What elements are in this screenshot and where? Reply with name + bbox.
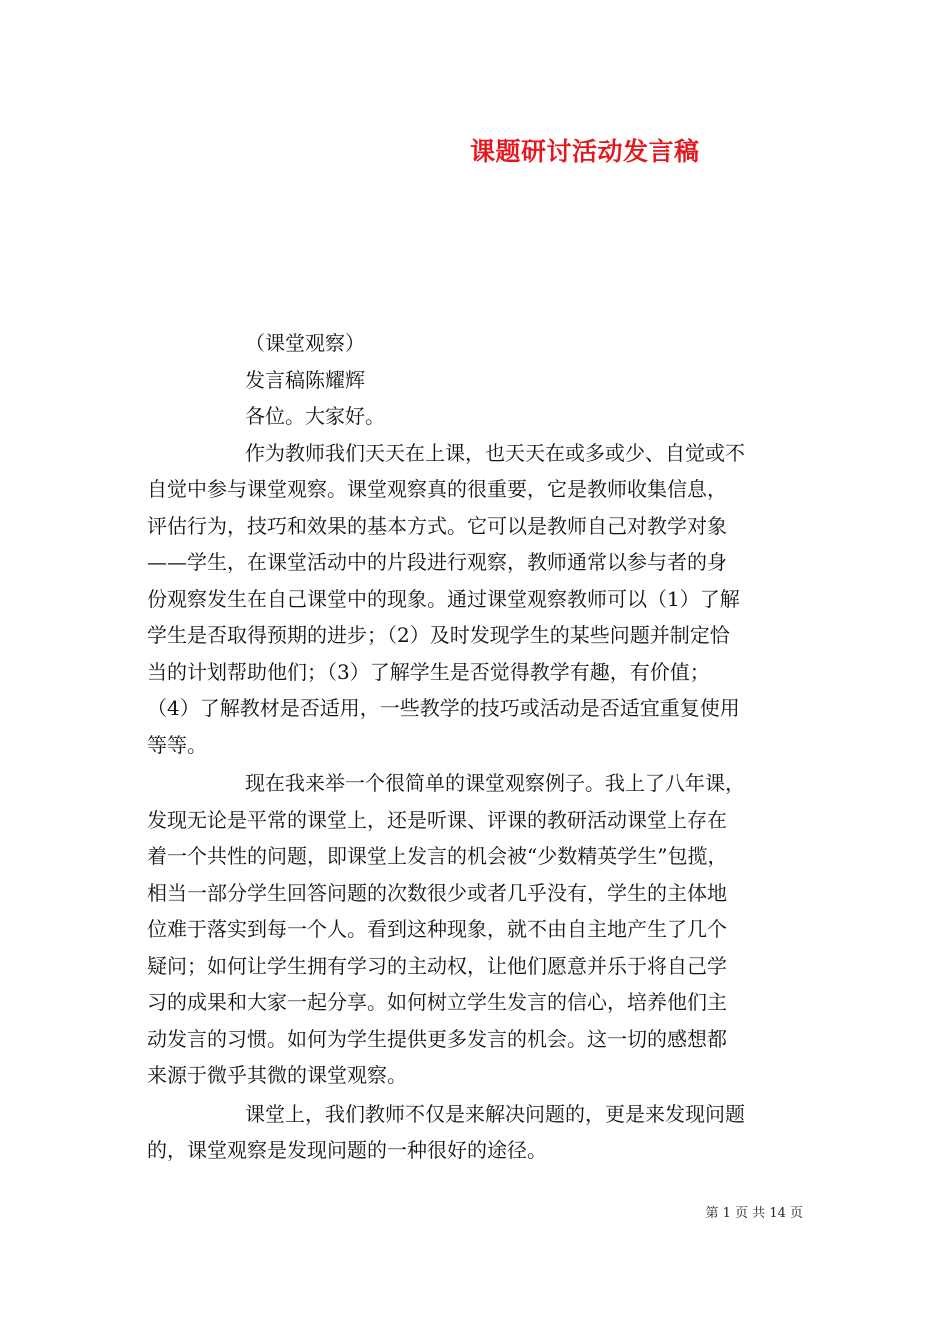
greeting-line: 各位。大家好。 [245,404,385,428]
paragraph-1 [147,435,807,764]
paragraph-line: 相当一部分学生回答问题的次数很少或者几乎没有，学生的主体地 [147,880,727,905]
paragraph-line: 发现无论是平常的课堂上，还是听课、评课的教研活动课堂上存在 [147,807,727,832]
paragraph-line: 当的计划帮助他们；（3）了解学生是否觉得教学有趣，有价值； [147,659,710,684]
paragraph-line: 习的成果和大家一起分享。如何树立学生发言的信心，培养他们主 [147,990,727,1014]
paragraph-2 [147,765,807,1094]
paragraph-line: 等等。 [147,732,207,757]
paragraph-line: 学生是否取得预期的进步；（2）及时发现学生的某些问题并制定恰 [147,623,730,647]
paragraph-line: 课堂上，我们教师不仅是来解决问题的，更是来发现问题 [245,1101,745,1126]
paragraph-line: 动发言的习惯。如何为学生提供更多发言的机会。这一切的感想都 [147,1026,727,1051]
document-title: 课题研讨活动发言稿 [470,137,700,166]
paragraph-line: 位难于落实到每一个人。看到这种现象，就不由自主地产生了几个 [147,917,727,941]
paragraph-3 [147,1096,807,1169]
paragraph-line: 现在我来举一个很简单的课堂观察例子。我上了八年课， [245,771,745,795]
paragraph-line: ——学生，在课堂活动中的片段进行观察，教师通常以参与者的身 [147,550,727,574]
paragraph-line: （4）了解教材是否适用，一些教学的技巧或活动是否适宜重复使用 [147,696,740,720]
paragraph-line: 作为教师我们天天在上课，也天天在或多或少、自觉或不 [245,440,745,465]
subtitle-line: （课堂观察） [245,331,365,355]
page-number-footer: 第 1 页 共 14 页 [705,1206,803,1221]
author-line: 发言稿陈耀辉 [245,367,365,392]
document-body [147,325,807,1169]
paragraph-line: 的，课堂观察是发现问题的一种很好的途径。 [147,1138,547,1162]
paragraph-line: 疑问；如何让学生拥有学习的主动权，让他们愿意并乐于将自己学 [147,953,727,978]
paragraph-line: 评估行为，技巧和效果的基本方式。它可以是教师自己对教学对象 [147,513,727,538]
paragraph-line: 着一个共性的问题，即课堂上发言的机会被“少数精英学生”包揽， [147,844,728,868]
paragraph-line: 来源于微乎其微的课堂观察。 [147,1063,407,1087]
paragraph-line: 份观察发生在自己课堂中的现象。通过课堂观察教师可以（1）了解 [147,586,740,611]
paragraph-line: 自觉中参与课堂观察。课堂观察真的很重要，它是教师收集信息， [147,477,727,501]
